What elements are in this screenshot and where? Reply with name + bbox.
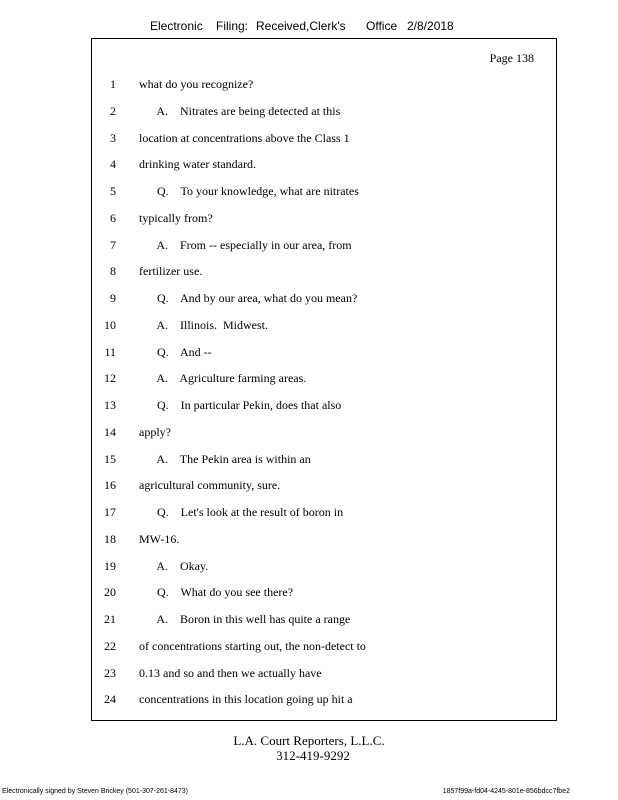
transcript-line (92, 318, 556, 334)
line-text: A. Agriculture farming areas. (139, 371, 307, 386)
transcript-line (92, 211, 556, 227)
filing-header (0, 19, 618, 37)
page-number: Page 138 (489, 51, 534, 65)
line-number: 17 (104, 505, 116, 519)
line-text: Q. In particular Pekin, does that also (139, 398, 342, 412)
line-number: 10 (104, 317, 116, 332)
document-hash: 1857f99a-fd04-4245-801e-856bdcc7fbe2 (442, 788, 570, 795)
line-number: 23 (104, 665, 116, 680)
transcript-line (92, 692, 556, 708)
line-number: 12 (104, 371, 116, 386)
line-text: Q. To your knowledge, what are nitrates (139, 184, 359, 198)
line-text: A. Boron in this well has quite a range (139, 612, 351, 626)
line-number: 2 (110, 103, 116, 118)
line-number: 1 (110, 77, 116, 91)
transcript-line (92, 425, 556, 441)
footer-phone: 312-419-9292 (276, 748, 350, 763)
header-word: Electronic (150, 19, 203, 33)
line-number: 4 (110, 157, 116, 172)
line-number: 14 (104, 424, 116, 439)
transcript-line (92, 666, 556, 682)
line-number: 9 (110, 291, 116, 305)
line-text: Q. Let's look at the result of boron in (139, 505, 344, 519)
line-number: 11 (104, 344, 116, 359)
line-text: Q. And by our area, what do you mean? (139, 291, 358, 305)
line-number: 13 (104, 398, 116, 412)
footer-company: L.A. Court Reporters, L.L.C. (233, 733, 385, 748)
line-number: 24 (104, 692, 116, 707)
transcript-line (92, 559, 556, 575)
line-number: 3 (110, 130, 116, 145)
transcript-line (92, 157, 556, 173)
line-text: A. Nitrates are being detected at this (139, 103, 341, 118)
line-number: 20 (104, 585, 116, 600)
line-text: 0.13 and so and then we actually have (139, 665, 322, 680)
line-text: what do you recognize? (139, 77, 254, 91)
line-text: Q. What do you see there? (139, 585, 294, 600)
line-text: of concentrations starting out, the non-detect to (139, 638, 366, 653)
transcript-line (92, 532, 556, 548)
line-number: 5 (110, 184, 116, 198)
transcript-line (92, 371, 556, 387)
header-word: Received,Clerk's (256, 19, 346, 33)
transcript-line (92, 291, 556, 307)
line-number: 19 (104, 558, 116, 573)
transcript-line (92, 104, 556, 120)
line-text: location at concentrations above the Class 1 (139, 130, 350, 145)
transcript-line (92, 77, 556, 93)
line-text: agricultural community, sure. (139, 478, 281, 493)
transcript-line (92, 264, 556, 280)
line-text: MW-16. (139, 531, 180, 546)
header-word: Filing: (216, 19, 249, 33)
line-text: drinking water standard. (139, 157, 256, 172)
transcript-line (92, 612, 556, 628)
line-text: typically from? (139, 210, 213, 225)
line-number: 7 (110, 237, 116, 252)
line-text: A. From -- especially in our area, from (139, 237, 352, 252)
transcript-line (92, 238, 556, 254)
transcript-line (92, 345, 556, 361)
line-text: A. Illinois. Midwest. (139, 317, 269, 332)
line-text: Q. And -- (139, 344, 212, 359)
line-number: 21 (104, 612, 116, 626)
header-word: Office (366, 19, 398, 33)
transcript-line (92, 131, 556, 147)
signature-text: Electronically signed by Steven Brickey (501-307-261-8473) (2, 788, 188, 795)
line-text: concentrations in this location going up hit a (139, 692, 353, 707)
line-number: 16 (104, 478, 116, 493)
line-number: 18 (104, 531, 116, 546)
line-number: 6 (110, 210, 116, 225)
transcript-line (92, 585, 556, 601)
line-number: 8 (110, 264, 116, 279)
transcript-line (92, 452, 556, 468)
transcript-line (92, 478, 556, 494)
line-number: 15 (104, 451, 116, 466)
line-number: 22 (104, 638, 116, 653)
line-text: A. Okay. (139, 558, 209, 573)
transcript-line (92, 184, 556, 200)
transcript-page-frame (91, 38, 557, 721)
transcript-line (92, 398, 556, 414)
line-text: A. The Pekin area is within an (139, 451, 311, 466)
transcript-line (92, 505, 556, 521)
line-text: apply? (139, 424, 171, 439)
line-text: fertilizer use. (139, 264, 203, 279)
header-word: 2/8/2018 (407, 19, 454, 33)
transcript-line (92, 639, 556, 655)
